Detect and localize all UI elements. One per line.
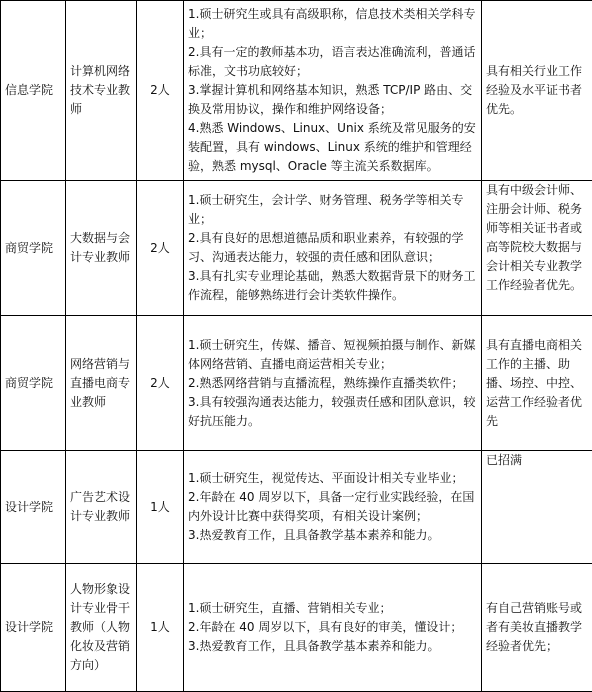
preference-cell: 有自己营销账号或者有美妆直播教学经验者优先； [482, 564, 592, 692]
college-cell: 设计学院 [1, 451, 66, 564]
requirement-item: 1.硕士研究生或具有高级职称，信息技术类相关学科专业； [188, 5, 477, 43]
table-row [1, 1, 592, 181]
table-body [1, 1, 592, 692]
college-cell: 设计学院 [1, 564, 66, 692]
requirement-item: 4.熟悉 Windows、Linux、Unix 系统及常见服务的安装配置，具有 windows、Linux 系统的维护和管理经验，熟悉 mysql、Oracle 等主流关系数据库。 [188, 119, 477, 176]
requirement-item: 1.硕士研究生，会计学、财务管理、税务学等相关专业； [188, 191, 477, 229]
headcount-cell: 2人 [137, 1, 184, 181]
headcount-cell: 2人 [137, 181, 184, 316]
position-cell: 大数据与会计专业教师 [66, 181, 137, 316]
table-row [1, 451, 592, 564]
requirement-item: 3.具有较强沟通表达能力，较强责任感和团队意识，较好抗压能力。 [188, 393, 477, 431]
requirement-item: 2.具有良好的思想道德品质和职业素养，有较强的学习、沟通表达能力，较强的责任感和团队意识； [188, 229, 477, 267]
requirement-item: 3.热爱教育工作，且具备教学基本素养和能力。 [188, 637, 477, 656]
requirements-cell [184, 316, 482, 451]
requirement-item: 2.具有一定的教师基本功，语言表达准确流利，普通话标准，文书功底较好； [188, 43, 477, 81]
preference-cell: 具有中级会计师、注册会计师、税务师等相关证书者或高等院校大数据与会计相关专业教学工作经验者优先。 [482, 181, 592, 316]
preference-cell: 具有直播电商相关工作的主播、助播、场控、中控、运营工作经验者优先 [482, 316, 592, 451]
headcount-cell: 2人 [137, 316, 184, 451]
position-cell: 广告艺术设计专业教师 [66, 451, 137, 564]
requirement-item: 2.熟悉网络营销与直播流程，熟练操作直播类软件； [188, 374, 477, 393]
preference-cell: 已招满 [482, 451, 592, 564]
college-cell: 商贸学院 [1, 316, 66, 451]
requirements-cell [184, 181, 482, 316]
headcount-cell: 1人 [137, 451, 184, 564]
requirement-item: 1.硕士研究生，传媒、播音、短视频拍摄与制作、新媒体网络营销、直播电商运营相关专业； [188, 336, 477, 374]
headcount-cell: 1人 [137, 564, 184, 692]
requirement-item: 1.硕士研究生，直播、营销相关专业； [188, 599, 477, 618]
position-cell: 计算机网络技术专业教师 [66, 1, 137, 181]
requirement-item: 3.掌握计算机和网络基本知识，熟悉 TCP/IP 路由、交换及常用协议，操作和维护网络设备； [188, 81, 477, 119]
table-row [1, 181, 592, 316]
requirements-cell [184, 1, 482, 181]
requirement-item: 3.热爱教育工作，且具备教学基本素养和能力。 [188, 526, 477, 545]
position-cell: 人物形象设计专业骨干教师（人物化妆及营销方向） [66, 564, 137, 692]
requirement-item: 1.硕士研究生，视觉传达、平面设计相关专业毕业； [188, 469, 477, 488]
requirements-cell [184, 564, 482, 692]
college-cell: 商贸学院 [1, 181, 66, 316]
preference-cell: 具有相关行业工作经验及水平证书者优先。 [482, 1, 592, 181]
table-row [1, 316, 592, 451]
requirement-item: 2.年龄在 40 周岁以下，具备一定行业实践经验，在国内外设计比赛中获得奖项，有相关设计案例； [188, 488, 477, 526]
requirements-cell [184, 451, 482, 564]
requirement-item: 3.具有扎实专业理论基础，熟悉大数据背景下的财务工作流程，能够熟练进行会计类软件操作。 [188, 267, 477, 305]
position-cell: 网络营销与直播电商专业教师 [66, 316, 137, 451]
college-cell: 信息学院 [1, 1, 66, 181]
table-row [1, 564, 592, 692]
requirement-item: 2.年龄在 40 周岁以下，具有良好的审美，懂设计； [188, 618, 477, 637]
